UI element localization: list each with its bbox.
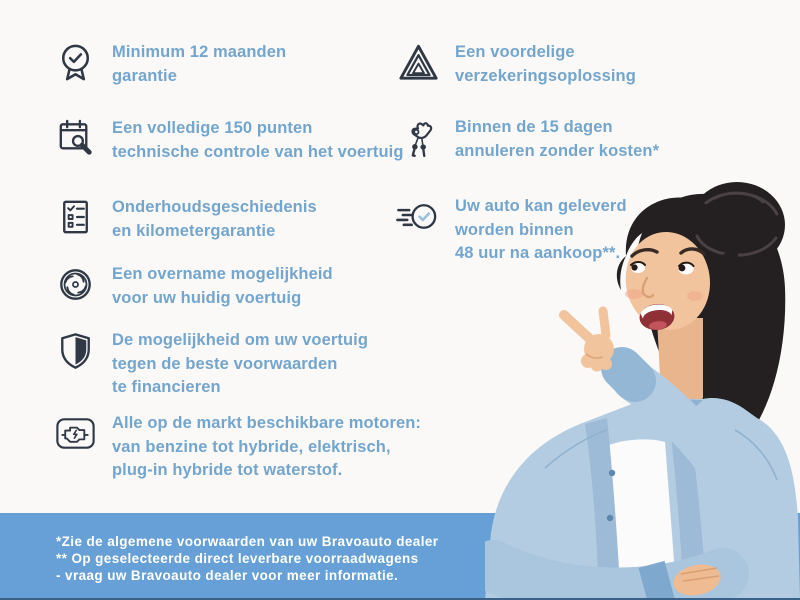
benefit-text	[112, 412, 421, 483]
medal-check-icon	[52, 39, 99, 86]
benefit-item	[52, 412, 442, 483]
footer-line: *Zie de algemene voorwaarden van uw Bravoauto dealer	[56, 534, 439, 549]
benefit-line: garantie	[112, 66, 177, 85]
benefit-text	[112, 117, 404, 164]
benefit-text	[455, 41, 636, 88]
benefit-item	[52, 196, 442, 243]
benefit-line: van benzine tot hybride, elektrisch,	[112, 437, 391, 456]
benefit-line: voor uw huidig voertuig	[112, 288, 302, 307]
calendar-wrench-icon	[52, 115, 99, 162]
benefit-line: tegen de beste voorwaarden	[112, 354, 338, 373]
benefit-line: Alle op de markt beschikbare motoren:	[112, 414, 422, 432]
benefit-line: annuleren zonder kosten*	[455, 141, 660, 160]
benefit-line: technische controle van het voertuig	[112, 142, 404, 161]
speed-clock-icon	[395, 193, 442, 240]
benefit-line: verzekeringsoplossing	[455, 66, 636, 85]
benefit-line: Een overname mogelijkheid	[112, 265, 333, 283]
benefit-text	[112, 196, 317, 243]
benefit-line: Minimum 12 maanden	[112, 43, 287, 61]
pointing-finger	[564, 315, 591, 340]
benefit-line: plug-in hybride tot waterstof.	[112, 461, 343, 479]
benefit-item	[52, 41, 442, 88]
hand-keys-icon	[395, 114, 442, 161]
benefit-item	[52, 329, 442, 400]
benefit-line: Een voordelige	[455, 43, 575, 61]
engine-icon	[52, 410, 99, 457]
warning-triangle-icon	[395, 39, 442, 86]
benefit-line: en kilometergarantie	[112, 221, 276, 240]
benefit-line: worden binnen	[455, 220, 574, 239]
footer-line: ** Op geselecteerde direct leverbare voorraadwagens	[56, 551, 419, 566]
benefit-line: Uw auto kan geleverd	[455, 197, 627, 215]
benefit-line: te financieren	[112, 378, 221, 396]
benefit-line: Een volledige 150 punten	[112, 119, 313, 137]
footer-line: - vraag uw Bravoauto dealer voor meer informatie.	[56, 568, 399, 583]
benefit-text	[455, 116, 659, 163]
benefit-text	[112, 329, 368, 400]
benefit-line: De mogelijkheid om uw voertuig	[112, 331, 369, 349]
fan-icon	[52, 261, 99, 308]
benefit-line: Binnen de 15 dagen	[455, 118, 613, 136]
woman-pointing-illustration	[485, 168, 800, 600]
benefit-item	[395, 116, 700, 163]
benefit-text	[112, 41, 286, 88]
benefit-line: 48 uur na aankoop**.	[455, 244, 621, 262]
benefit-item	[52, 117, 442, 164]
benefit-item	[395, 41, 700, 88]
checklist-icon	[52, 194, 99, 241]
benefit-text	[112, 263, 333, 310]
shield-icon	[52, 327, 99, 374]
benefit-item	[52, 263, 442, 310]
benefit-line: Onderhoudsgeschiedenis	[112, 198, 317, 216]
